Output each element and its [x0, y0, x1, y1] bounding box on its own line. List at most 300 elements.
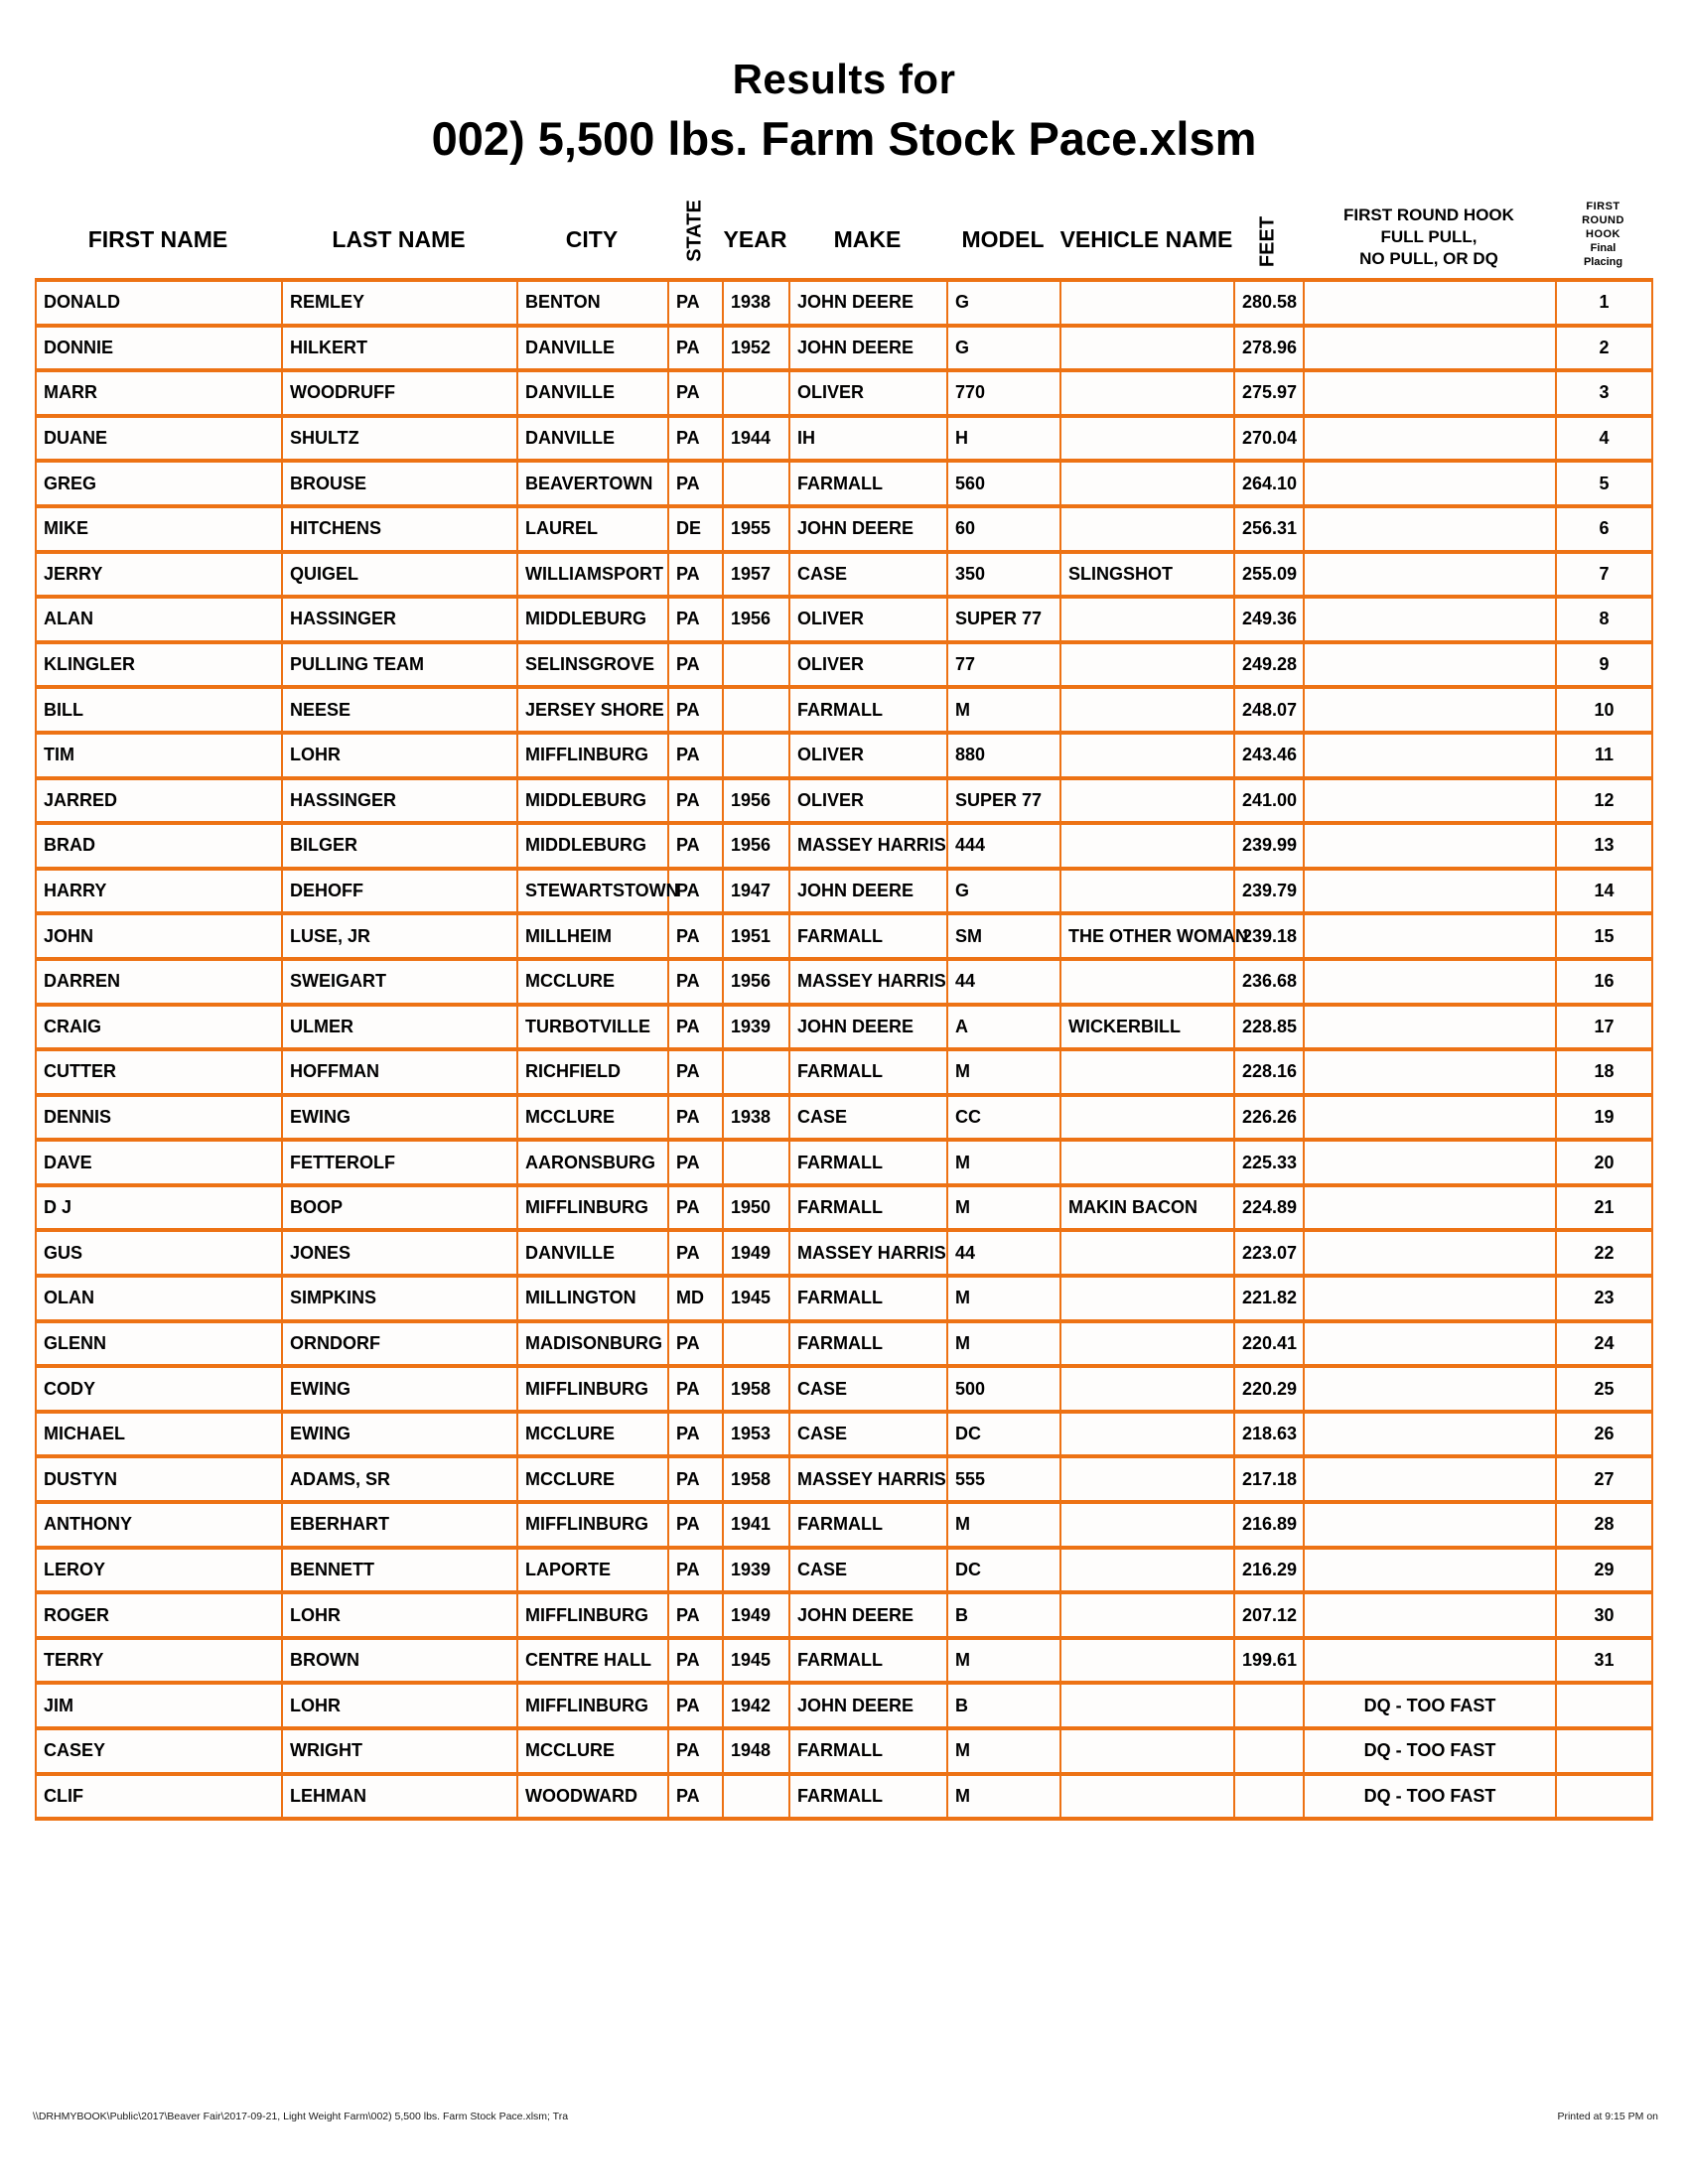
- cell-feet: 248.07: [1234, 687, 1304, 733]
- cell-feet: 221.82: [1234, 1276, 1304, 1321]
- cell-city: WOODWARD: [517, 1774, 668, 1820]
- cell-vehicle-name: [1060, 326, 1234, 371]
- cell-last-name: EWING: [282, 1095, 517, 1141]
- cell-make: FARMALL: [789, 1049, 947, 1095]
- cell-feet: [1234, 1774, 1304, 1820]
- cell-last-name: HILKERT: [282, 326, 517, 371]
- cell-final-placing: 23: [1556, 1276, 1652, 1321]
- cell-feet: 199.61: [1234, 1638, 1304, 1684]
- cell-feet: 239.18: [1234, 913, 1304, 959]
- cell-city: CENTRE HALL: [517, 1638, 668, 1684]
- cell-year: 1939: [723, 1548, 789, 1593]
- cell-vehicle-name: [1060, 1230, 1234, 1276]
- table-row: [36, 733, 1652, 778]
- cell-first-round-hook: [1304, 280, 1556, 326]
- cell-final-placing: 1: [1556, 280, 1652, 326]
- cell-model: M: [947, 1728, 1060, 1774]
- cell-model: M: [947, 1049, 1060, 1095]
- cell-last-name: REMLEY: [282, 280, 517, 326]
- cell-final-placing: 17: [1556, 1005, 1652, 1050]
- cell-feet: 223.07: [1234, 1230, 1304, 1276]
- cell-feet: 249.28: [1234, 642, 1304, 688]
- cell-final-placing: [1556, 1683, 1652, 1728]
- cell-first-round-hook: [1304, 1095, 1556, 1141]
- cell-make: MASSEY HARRIS: [789, 823, 947, 869]
- cell-feet: 241.00: [1234, 778, 1304, 824]
- cell-state: PA: [668, 1095, 723, 1141]
- cell-city: MCCLURE: [517, 1095, 668, 1141]
- cell-first-round-hook: [1304, 326, 1556, 371]
- table-row: [36, 1502, 1652, 1548]
- table-row: [36, 1230, 1652, 1276]
- cell-last-name: LUSE, JR: [282, 913, 517, 959]
- cell-city: RICHFIELD: [517, 1049, 668, 1095]
- hook-header-line3: NO PULL, OR DQ: [1359, 249, 1498, 268]
- cell-final-placing: 27: [1556, 1456, 1652, 1502]
- cell-vehicle-name: SLINGSHOT: [1060, 552, 1234, 598]
- cell-first-round-hook: [1304, 1276, 1556, 1321]
- cell-state: PA: [668, 416, 723, 462]
- table-row: [36, 597, 1652, 642]
- table-row: [36, 823, 1652, 869]
- cell-vehicle-name: [1060, 1276, 1234, 1321]
- cell-feet: 216.29: [1234, 1548, 1304, 1593]
- cell-vehicle-name: [1060, 597, 1234, 642]
- cell-first-name: TERRY: [36, 1638, 282, 1684]
- table-row: [36, 326, 1652, 371]
- cell-first-name: JERRY: [36, 552, 282, 598]
- cell-make: JOHN DEERE: [789, 1683, 947, 1728]
- cell-last-name: SWEIGART: [282, 959, 517, 1005]
- cell-last-name: SHULTZ: [282, 416, 517, 462]
- cell-last-name: ORNDORF: [282, 1321, 517, 1367]
- cell-vehicle-name: [1060, 642, 1234, 688]
- cell-final-placing: 5: [1556, 461, 1652, 506]
- cell-state: PA: [668, 1185, 723, 1231]
- cell-state: PA: [668, 778, 723, 824]
- cell-make: OLIVER: [789, 778, 947, 824]
- cell-final-placing: [1556, 1728, 1652, 1774]
- cell-year: [723, 1140, 789, 1185]
- cell-feet: 275.97: [1234, 370, 1304, 416]
- cell-first-name: BRAD: [36, 823, 282, 869]
- column-header-model: MODEL: [961, 226, 1045, 252]
- cell-feet: 225.33: [1234, 1140, 1304, 1185]
- table-row: [36, 1592, 1652, 1638]
- cell-final-placing: 20: [1556, 1140, 1652, 1185]
- cell-city: AARONSBURG: [517, 1140, 668, 1185]
- cell-make: FARMALL: [789, 1728, 947, 1774]
- cell-make: FARMALL: [789, 1502, 947, 1548]
- cell-first-round-hook: [1304, 1140, 1556, 1185]
- column-header-vehicle-name: VEHICLE NAME: [1059, 226, 1233, 252]
- cell-feet: 216.89: [1234, 1502, 1304, 1548]
- cell-city: DANVILLE: [517, 326, 668, 371]
- cell-last-name: HASSINGER: [282, 778, 517, 824]
- cell-first-name: DONALD: [36, 280, 282, 326]
- cell-city: MIDDLEBURG: [517, 823, 668, 869]
- cell-feet: 226.26: [1234, 1095, 1304, 1141]
- cell-feet: 207.12: [1234, 1592, 1304, 1638]
- cell-last-name: SIMPKINS: [282, 1276, 517, 1321]
- cell-first-name: MARR: [36, 370, 282, 416]
- cell-first-round-hook: [1304, 1412, 1556, 1457]
- cell-state: PA: [668, 1230, 723, 1276]
- cell-vehicle-name: [1060, 1592, 1234, 1638]
- cell-model: 560: [947, 461, 1060, 506]
- cell-first-round-hook: [1304, 1049, 1556, 1095]
- cell-feet: 236.68: [1234, 959, 1304, 1005]
- cell-state: PA: [668, 959, 723, 1005]
- cell-city: MILLHEIM: [517, 913, 668, 959]
- cell-vehicle-name: [1060, 778, 1234, 824]
- cell-make: OLIVER: [789, 370, 947, 416]
- cell-model: 770: [947, 370, 1060, 416]
- cell-model: 880: [947, 733, 1060, 778]
- cell-feet: 228.16: [1234, 1049, 1304, 1095]
- cell-make: FARMALL: [789, 687, 947, 733]
- cell-final-placing: 12: [1556, 778, 1652, 824]
- cell-year: 1957: [723, 552, 789, 598]
- cell-first-round-hook: [1304, 506, 1556, 552]
- cell-last-name: HASSINGER: [282, 597, 517, 642]
- cell-state: PA: [668, 1774, 723, 1820]
- cell-first-round-hook: [1304, 913, 1556, 959]
- cell-first-name: DARREN: [36, 959, 282, 1005]
- cell-first-round-hook: [1304, 461, 1556, 506]
- cell-city: WILLIAMSPORT: [517, 552, 668, 598]
- placing-header-line4: Final: [1590, 242, 1617, 254]
- table-row: [36, 1276, 1652, 1321]
- cell-city: MIDDLEBURG: [517, 778, 668, 824]
- cell-make: FARMALL: [789, 1774, 947, 1820]
- cell-last-name: DEHOFF: [282, 869, 517, 914]
- cell-year: 1951: [723, 913, 789, 959]
- cell-vehicle-name: [1060, 1638, 1234, 1684]
- cell-model: B: [947, 1683, 1060, 1728]
- cell-year: [723, 1321, 789, 1367]
- cell-year: [723, 687, 789, 733]
- cell-first-name: JARRED: [36, 778, 282, 824]
- cell-first-name: CLIF: [36, 1774, 282, 1820]
- cell-year: [723, 1049, 789, 1095]
- cell-first-name: JOHN: [36, 913, 282, 959]
- cell-model: 500: [947, 1366, 1060, 1412]
- cell-first-name: CASEY: [36, 1728, 282, 1774]
- table-row: [36, 416, 1652, 462]
- cell-first-round-hook: [1304, 1230, 1556, 1276]
- table-row: [36, 687, 1652, 733]
- cell-first-name: LEROY: [36, 1548, 282, 1593]
- cell-vehicle-name: [1060, 1140, 1234, 1185]
- cell-final-placing: 8: [1556, 597, 1652, 642]
- cell-first-name: BILL: [36, 687, 282, 733]
- cell-make: JOHN DEERE: [789, 326, 947, 371]
- cell-vehicle-name: [1060, 959, 1234, 1005]
- cell-city: DANVILLE: [517, 416, 668, 462]
- cell-first-round-hook: [1304, 1456, 1556, 1502]
- cell-feet: 278.96: [1234, 326, 1304, 371]
- cell-city: STEWARTSTOWN: [517, 869, 668, 914]
- results-table-body: [36, 280, 1652, 1819]
- table-row: [36, 1049, 1652, 1095]
- table-row: [36, 1140, 1652, 1185]
- cell-last-name: FETTEROLF: [282, 1140, 517, 1185]
- cell-model: SM: [947, 913, 1060, 959]
- cell-vehicle-name: [1060, 1412, 1234, 1457]
- cell-year: [723, 370, 789, 416]
- hook-header-line2: FULL PULL,: [1380, 227, 1477, 246]
- cell-city: MIFFLINBURG: [517, 733, 668, 778]
- cell-final-placing: 13: [1556, 823, 1652, 869]
- cell-final-placing: 10: [1556, 687, 1652, 733]
- cell-year: 1938: [723, 280, 789, 326]
- cell-model: CC: [947, 1095, 1060, 1141]
- table-row: [36, 1005, 1652, 1050]
- cell-final-placing: 25: [1556, 1366, 1652, 1412]
- cell-make: IH: [789, 416, 947, 462]
- cell-make: OLIVER: [789, 733, 947, 778]
- cell-model: M: [947, 1638, 1060, 1684]
- cell-last-name: BROWN: [282, 1638, 517, 1684]
- cell-city: BENTON: [517, 280, 668, 326]
- cell-final-placing: 14: [1556, 869, 1652, 914]
- cell-last-name: LEHMAN: [282, 1774, 517, 1820]
- cell-feet: 218.63: [1234, 1412, 1304, 1457]
- cell-state: PA: [668, 733, 723, 778]
- cell-final-placing: 28: [1556, 1502, 1652, 1548]
- cell-first-round-hook: DQ - TOO FAST: [1304, 1774, 1556, 1820]
- cell-vehicle-name: [1060, 687, 1234, 733]
- cell-first-round-hook: [1304, 733, 1556, 778]
- cell-model: 350: [947, 552, 1060, 598]
- table-row: [36, 1728, 1652, 1774]
- cell-make: FARMALL: [789, 1321, 947, 1367]
- cell-model: M: [947, 687, 1060, 733]
- cell-vehicle-name: [1060, 461, 1234, 506]
- cell-city: MIFFLINBURG: [517, 1592, 668, 1638]
- cell-model: SUPER 77: [947, 778, 1060, 824]
- cell-first-round-hook: [1304, 778, 1556, 824]
- cell-make: MASSEY HARRIS: [789, 1456, 947, 1502]
- cell-final-placing: 26: [1556, 1412, 1652, 1457]
- cell-year: 1949: [723, 1592, 789, 1638]
- results-table: [35, 278, 1653, 1821]
- cell-year: 1945: [723, 1276, 789, 1321]
- table-row: [36, 1412, 1652, 1457]
- report-title-line1: Results for: [732, 56, 956, 102]
- cell-make: FARMALL: [789, 461, 947, 506]
- cell-last-name: NEESE: [282, 687, 517, 733]
- cell-city: MIFFLINBURG: [517, 1502, 668, 1548]
- cell-make: CASE: [789, 1366, 947, 1412]
- cell-first-name: DAVE: [36, 1140, 282, 1185]
- cell-state: PA: [668, 823, 723, 869]
- cell-feet: 255.09: [1234, 552, 1304, 598]
- column-header-city: CITY: [565, 226, 619, 252]
- cell-last-name: PULLING TEAM: [282, 642, 517, 688]
- cell-feet: 220.41: [1234, 1321, 1304, 1367]
- cell-state: PA: [668, 370, 723, 416]
- cell-make: JOHN DEERE: [789, 869, 947, 914]
- table-row: [36, 1548, 1652, 1593]
- cell-last-name: ADAMS, SR: [282, 1456, 517, 1502]
- table-row: [36, 552, 1652, 598]
- cell-state: PA: [668, 687, 723, 733]
- cell-model: M: [947, 1502, 1060, 1548]
- cell-vehicle-name: [1060, 1502, 1234, 1548]
- cell-model: M: [947, 1140, 1060, 1185]
- cell-vehicle-name: [1060, 1548, 1234, 1593]
- cell-first-round-hook: [1304, 1502, 1556, 1548]
- cell-year: [723, 642, 789, 688]
- cell-final-placing: 22: [1556, 1230, 1652, 1276]
- column-header-first-round-hook: [1303, 205, 1555, 270]
- cell-city: MADISONBURG: [517, 1321, 668, 1367]
- cell-final-placing: 18: [1556, 1049, 1652, 1095]
- cell-first-name: ANTHONY: [36, 1502, 282, 1548]
- cell-first-round-hook: [1304, 1185, 1556, 1231]
- cell-first-name: JIM: [36, 1683, 282, 1728]
- cell-first-name: DUANE: [36, 416, 282, 462]
- cell-state: PA: [668, 1502, 723, 1548]
- cell-vehicle-name: [1060, 416, 1234, 462]
- cell-vehicle-name: [1060, 1683, 1234, 1728]
- cell-make: MASSEY HARRIS: [789, 959, 947, 1005]
- cell-city: MCCLURE: [517, 1412, 668, 1457]
- cell-year: 1942: [723, 1683, 789, 1728]
- cell-feet: 264.10: [1234, 461, 1304, 506]
- cell-city: BEAVERTOWN: [517, 461, 668, 506]
- cell-state: PA: [668, 280, 723, 326]
- cell-year: [723, 733, 789, 778]
- column-header-make: MAKE: [833, 226, 902, 252]
- cell-feet: 256.31: [1234, 506, 1304, 552]
- cell-city: TURBOTVILLE: [517, 1005, 668, 1050]
- cell-first-name: DUSTYN: [36, 1456, 282, 1502]
- cell-last-name: LOHR: [282, 733, 517, 778]
- cell-city: MCCLURE: [517, 1456, 668, 1502]
- cell-state: PA: [668, 1321, 723, 1367]
- cell-first-round-hook: DQ - TOO FAST: [1304, 1728, 1556, 1774]
- cell-first-name: MIKE: [36, 506, 282, 552]
- cell-city: LAPORTE: [517, 1548, 668, 1593]
- cell-first-round-hook: [1304, 869, 1556, 914]
- table-row: [36, 778, 1652, 824]
- cell-last-name: ULMER: [282, 1005, 517, 1050]
- cell-model: 44: [947, 959, 1060, 1005]
- cell-state: PA: [668, 1005, 723, 1050]
- cell-feet: 270.04: [1234, 416, 1304, 462]
- cell-state: PA: [668, 642, 723, 688]
- cell-state: PA: [668, 1456, 723, 1502]
- cell-final-placing: 7: [1556, 552, 1652, 598]
- cell-make: CASE: [789, 1548, 947, 1593]
- table-row: [36, 1638, 1652, 1684]
- hook-header-line1: FIRST ROUND HOOK: [1343, 205, 1514, 224]
- cell-first-name: CUTTER: [36, 1049, 282, 1095]
- cell-final-placing: 9: [1556, 642, 1652, 688]
- column-header-year: YEAR: [723, 226, 787, 252]
- cell-model: A: [947, 1005, 1060, 1050]
- table-row: [36, 1456, 1652, 1502]
- cell-first-name: CODY: [36, 1366, 282, 1412]
- cell-model: 555: [947, 1456, 1060, 1502]
- cell-model: M: [947, 1321, 1060, 1367]
- table-row: [36, 913, 1652, 959]
- cell-make: JOHN DEERE: [789, 280, 947, 326]
- table-row: [36, 280, 1652, 326]
- placing-header-line3: HOOK: [1586, 228, 1620, 240]
- cell-city: DANVILLE: [517, 370, 668, 416]
- cell-feet: 239.79: [1234, 869, 1304, 914]
- table-row: [36, 506, 1652, 552]
- cell-make: MASSEY HARRIS: [789, 1230, 947, 1276]
- cell-last-name: QUIGEL: [282, 552, 517, 598]
- cell-last-name: EWING: [282, 1366, 517, 1412]
- column-header-first-name: FIRST NAME: [87, 226, 228, 252]
- cell-first-round-hook: [1304, 1592, 1556, 1638]
- cell-vehicle-name: WICKERBILL: [1060, 1005, 1234, 1050]
- cell-model: 444: [947, 823, 1060, 869]
- cell-city: MIFFLINBURG: [517, 1683, 668, 1728]
- cell-make: JOHN DEERE: [789, 1005, 947, 1050]
- cell-make: OLIVER: [789, 597, 947, 642]
- cell-year: 1950: [723, 1185, 789, 1231]
- cell-state: PA: [668, 1140, 723, 1185]
- cell-model: B: [947, 1592, 1060, 1638]
- cell-year: 1945: [723, 1638, 789, 1684]
- cell-first-round-hook: [1304, 1638, 1556, 1684]
- cell-city: MIFFLINBURG: [517, 1366, 668, 1412]
- cell-final-placing: 19: [1556, 1095, 1652, 1141]
- cell-feet: 280.58: [1234, 280, 1304, 326]
- placing-header-line2: ROUND: [1582, 214, 1624, 226]
- cell-final-placing: 31: [1556, 1638, 1652, 1684]
- cell-first-round-hook: [1304, 597, 1556, 642]
- cell-year: [723, 461, 789, 506]
- cell-final-placing: 11: [1556, 733, 1652, 778]
- column-header-feet: FEET: [1256, 215, 1279, 268]
- cell-year: 1944: [723, 416, 789, 462]
- cell-year: 1956: [723, 959, 789, 1005]
- cell-vehicle-name: [1060, 506, 1234, 552]
- cell-state: PA: [668, 326, 723, 371]
- cell-first-name: KLINGLER: [36, 642, 282, 688]
- cell-city: SELINSGROVE: [517, 642, 668, 688]
- cell-final-placing: 15: [1556, 913, 1652, 959]
- cell-vehicle-name: THE OTHER WOMAN: [1060, 913, 1234, 959]
- cell-make: FARMALL: [789, 1185, 947, 1231]
- cell-model: M: [947, 1774, 1060, 1820]
- cell-year: 1949: [723, 1230, 789, 1276]
- table-row: [36, 1366, 1652, 1412]
- cell-first-name: GUS: [36, 1230, 282, 1276]
- cell-vehicle-name: [1060, 733, 1234, 778]
- cell-first-round-hook: [1304, 370, 1556, 416]
- cell-vehicle-name: [1060, 869, 1234, 914]
- cell-year: 1952: [723, 326, 789, 371]
- cell-state: PA: [668, 1592, 723, 1638]
- cell-feet: 224.89: [1234, 1185, 1304, 1231]
- cell-final-placing: 29: [1556, 1548, 1652, 1593]
- cell-model: G: [947, 280, 1060, 326]
- cell-state: PA: [668, 913, 723, 959]
- placing-header-line1: FIRST: [1586, 201, 1620, 212]
- cell-model: 77: [947, 642, 1060, 688]
- cell-first-round-hook: [1304, 823, 1556, 869]
- table-row: [36, 642, 1652, 688]
